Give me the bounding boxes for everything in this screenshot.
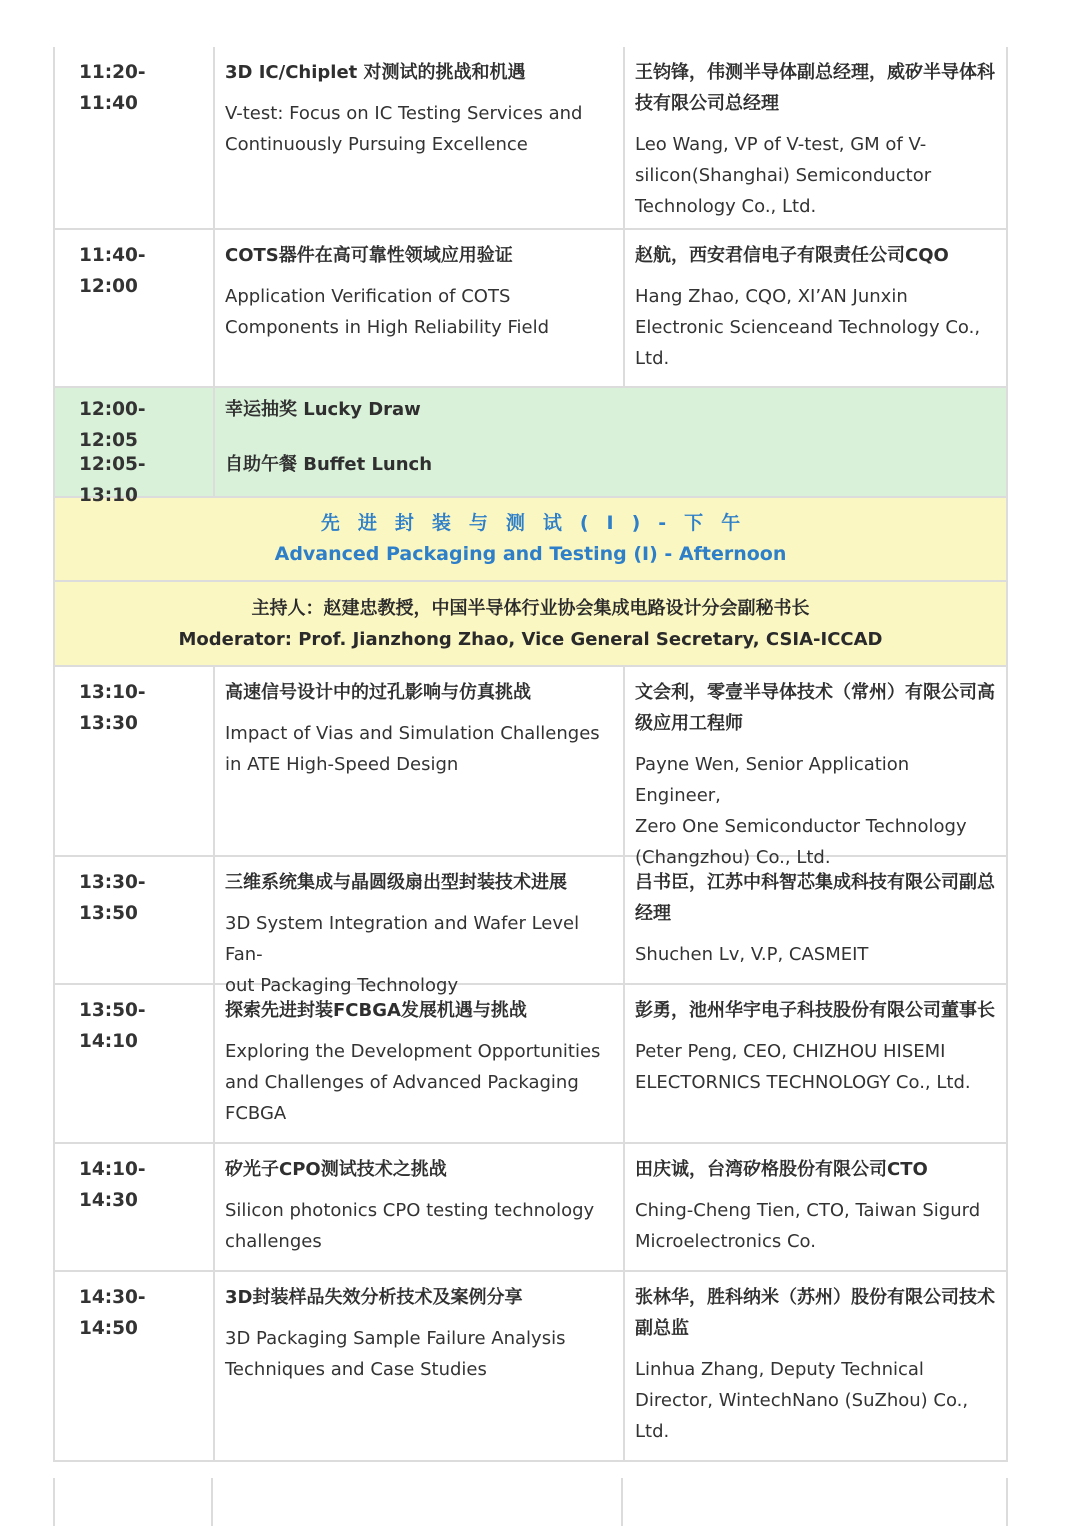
speaker-zh: 王钧锋，伟测半导体副总经理，威矽半导体科技有限公司总经理 [635, 62, 995, 114]
speaker-en: Payne Wen, Senior Application Engineer, Zero One Semiconductor Technology (Changzhou) Co., Ltd. [635, 754, 967, 868]
speaker-cell [623, 1272, 1006, 1460]
topic-title-zh: COTS器件在高可靠性领域应用验证 [225, 245, 513, 266]
topic-title-en: V-test: Focus on IC Testing Services and Continuously Pursuing Excellence [225, 103, 583, 155]
table-border-right [1006, 1478, 1008, 1526]
break-label-text: 自助午餐 Buffet Lunch [225, 454, 433, 475]
speaker-cell [623, 667, 1006, 868]
session-title-zh: 先进封装与测试(I)-下午 [320, 512, 759, 534]
time-slot: 12:05-13:10 [79, 454, 146, 506]
speaker-zh: 赵航，西安君信电子有限责任公司CQO [635, 245, 949, 266]
time-slot: 14:10-14:30 [79, 1159, 146, 1211]
agenda-row [55, 857, 1006, 996]
agenda-table [53, 47, 1008, 1462]
break-label-text: 幸运抽奖 Lucky Draw [225, 399, 421, 420]
table-continuation [53, 1478, 1008, 1526]
topic-title-zh: 高速信号设计中的过孔影响与仿真挑战 [225, 682, 531, 703]
speaker-cell [623, 1144, 1006, 1270]
agenda-row [55, 667, 1006, 868]
speaker-en: Linhua Zhang, Deputy Technical Director, WintechNano (SuZhou) Co., Ltd. [635, 1359, 969, 1442]
break-row-lunch [55, 443, 1006, 506]
time-slot: 12:00-12:05 [79, 399, 146, 451]
topic-title-zh: 矽光子CPO测试技术之挑战 [225, 1159, 447, 1180]
break-label [213, 443, 1006, 496]
moderator-en: Moderator: Prof. Jianzhong Zhao, Vice General Secretary, CSIA-ICCAD [178, 629, 883, 650]
topic-title-en: 3D System Integration and Wafer Level Fan- out Packaging Technology [225, 913, 580, 996]
topic-title-en: Exploring the Development Opportunities and Challenges of Advanced Packaging FCBGA [225, 1041, 601, 1124]
speaker-en: Ching-Cheng Tien, CTO, Taiwan Sigurd Microelectronics Co. [635, 1200, 981, 1252]
speaker-cell [623, 857, 1006, 983]
moderator-zh: 主持人：赵建忠教授，中国半导体行业协会集成电路设计分会副秘书长 [251, 598, 810, 619]
time-slot: 11:40-12:00 [79, 245, 146, 297]
topic-title-en: Application Verification of COTS Components in High Reliability Field [225, 286, 550, 338]
topic-title-zh: 探索先进封装FCBGA发展机遇与挑战 [225, 1000, 527, 1021]
speaker-zh: 文会利，零壹半导体技术（常州）有限公司高级应用工程师 [635, 682, 995, 734]
topic-title-zh: 3D封装样品失效分析技术及案例分享 [225, 1287, 523, 1308]
time-slot: 14:30-14:50 [79, 1287, 146, 1339]
topic-title-en: Silicon photonics CPO testing technology challenges [225, 1200, 595, 1252]
session-title-en: Advanced Packaging and Testing (I) - Afternoon [274, 543, 787, 565]
agenda-row [55, 1272, 1006, 1462]
time-slot: 13:10-13:30 [79, 682, 146, 734]
agenda-row [55, 230, 1006, 388]
topic-cell [213, 47, 623, 228]
agenda-row [55, 1144, 1006, 1272]
topic-title-en: Impact of Vias and Simulation Challenges in ATE High-Speed Design [225, 723, 600, 775]
speaker-zh: 田庆诚，台湾矽格股份有限公司CTO [635, 1159, 928, 1180]
speaker-zh: 彭勇，池州华宇电子科技股份有限公司董事长 [635, 1000, 995, 1021]
speaker-cell [623, 230, 1006, 386]
speaker-en: Leo Wang, VP of V-test, GM of V- silicon(Shanghai) Semiconductor Technology Co., Ltd. [635, 134, 932, 217]
speaker-zh: 吕书臣，江苏中科智芯集成科技有限公司副总经理 [635, 872, 995, 924]
speaker-cell [623, 47, 1006, 228]
speaker-en: Hang Zhao, CQO, XI’AN Junxin Electronic Scienceand Technology Co., Ltd. [635, 286, 981, 369]
topic-cell [213, 667, 623, 855]
topic-cell [213, 230, 623, 386]
topic-title-zh: 三维系统集成与晶圆级扇出型封装技术进展 [225, 872, 567, 893]
agenda-row [55, 47, 1006, 230]
table-divider [621, 1478, 623, 1526]
agenda-row [55, 985, 1006, 1144]
time-slot: 13:30-13:50 [79, 872, 146, 924]
break-label [213, 388, 1006, 443]
break-row-lucky-draw [55, 388, 1006, 451]
topic-cell [213, 1144, 623, 1270]
topic-title-en: 3D Packaging Sample Failure Analysis Techniques and Case Studies [225, 1328, 566, 1380]
table-divider [211, 1478, 213, 1526]
topic-cell [213, 985, 623, 1142]
time-slot: 11:20-11:40 [79, 62, 146, 114]
topic-cell [213, 857, 623, 996]
moderator-banner [55, 582, 1006, 667]
speaker-en: Peter Peng, CEO, CHIZHOU HISEMI ELECTORNICS TECHNOLOGY Co., Ltd. [635, 1041, 971, 1093]
speaker-zh: 张林华，胜科纳米（苏州）股份有限公司技术副总监 [635, 1287, 995, 1339]
time-slot: 13:50-14:10 [79, 1000, 146, 1052]
topic-cell [213, 1272, 623, 1460]
topic-title-zh: 3D IC/Chiplet 对测试的挑战和机遇 [225, 62, 526, 83]
speaker-en: Shuchen Lv, V.P, CASMEIT [635, 944, 869, 965]
speaker-cell [623, 985, 1006, 1142]
session-banner [55, 498, 1006, 582]
table-border-left [53, 1478, 55, 1526]
